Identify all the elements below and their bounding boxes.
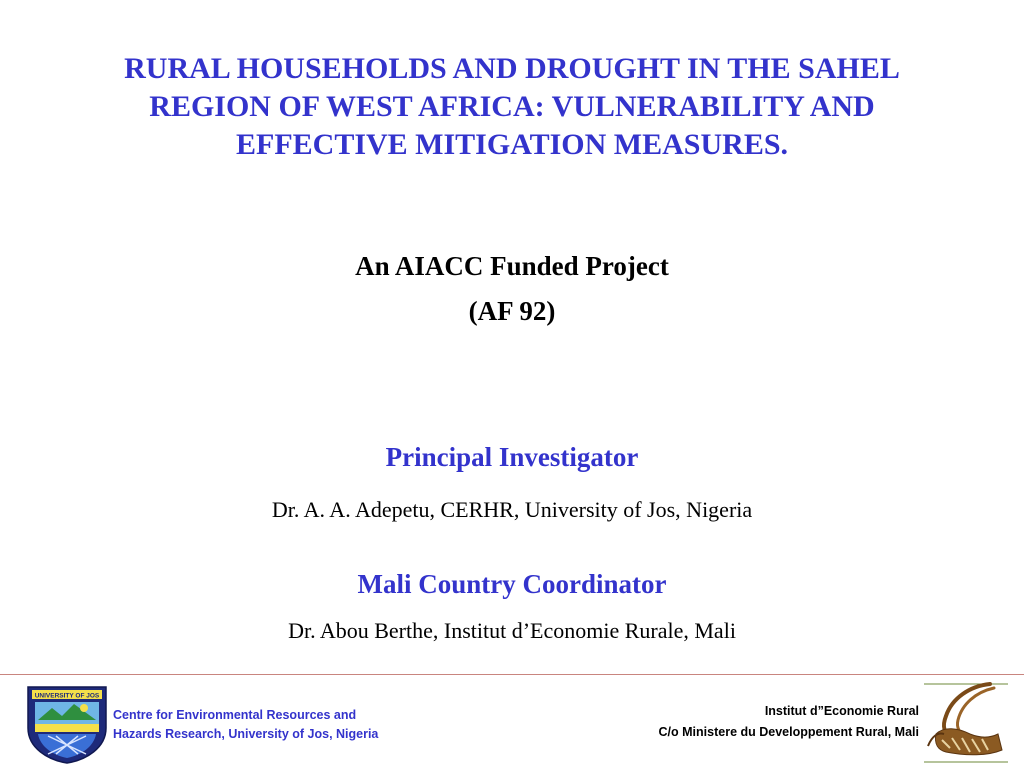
- principal-investigator-name: Dr. A. A. Adepetu, CERHR, University of Jos, Nigeria: [271, 497, 753, 522]
- project-label: An AIACC Funded Project: [355, 251, 669, 281]
- title-line-1: RURAL HOUSEHOLDS AND DROUGHT IN THE SAHEL: [124, 52, 900, 85]
- ier-antelope-logo: [922, 676, 1012, 766]
- principal-investigator-heading: Principal Investigator: [385, 442, 639, 472]
- svg-text:UNIVERSITY OF JOS: UNIVERSITY OF JOS: [34, 692, 100, 700]
- slide-title: [40, 50, 984, 164]
- country-coordinator-heading: Mali Country Coordinator: [357, 569, 667, 599]
- footer-divider: [0, 674, 1024, 675]
- project-code: (AF 92): [468, 296, 556, 326]
- footer-cerhr-text: [113, 706, 433, 744]
- title-line-3: EFFECTIVE MITIGATION MEASURES.: [235, 128, 789, 161]
- university-of-jos-logo: [26, 684, 108, 764]
- footer-ier-text: [519, 701, 919, 743]
- footer-right-line-2: C/o Ministere du Developpement Rural, Mali: [658, 725, 919, 739]
- country-coordinator-name: Dr. Abou Berthe, Institut d’Economie Rurale, Mali: [288, 618, 736, 643]
- footer-right-line-1: Institut d”Economie Rural: [764, 704, 919, 718]
- footer-left-line-2: Hazards Research, University of Jos, Nigeria: [113, 727, 379, 741]
- footer-left-line-1: Centre for Environmental Resources and: [113, 708, 357, 722]
- title-line-2: REGION OF WEST AFRICA: VULNERABILITY AND: [149, 90, 875, 123]
